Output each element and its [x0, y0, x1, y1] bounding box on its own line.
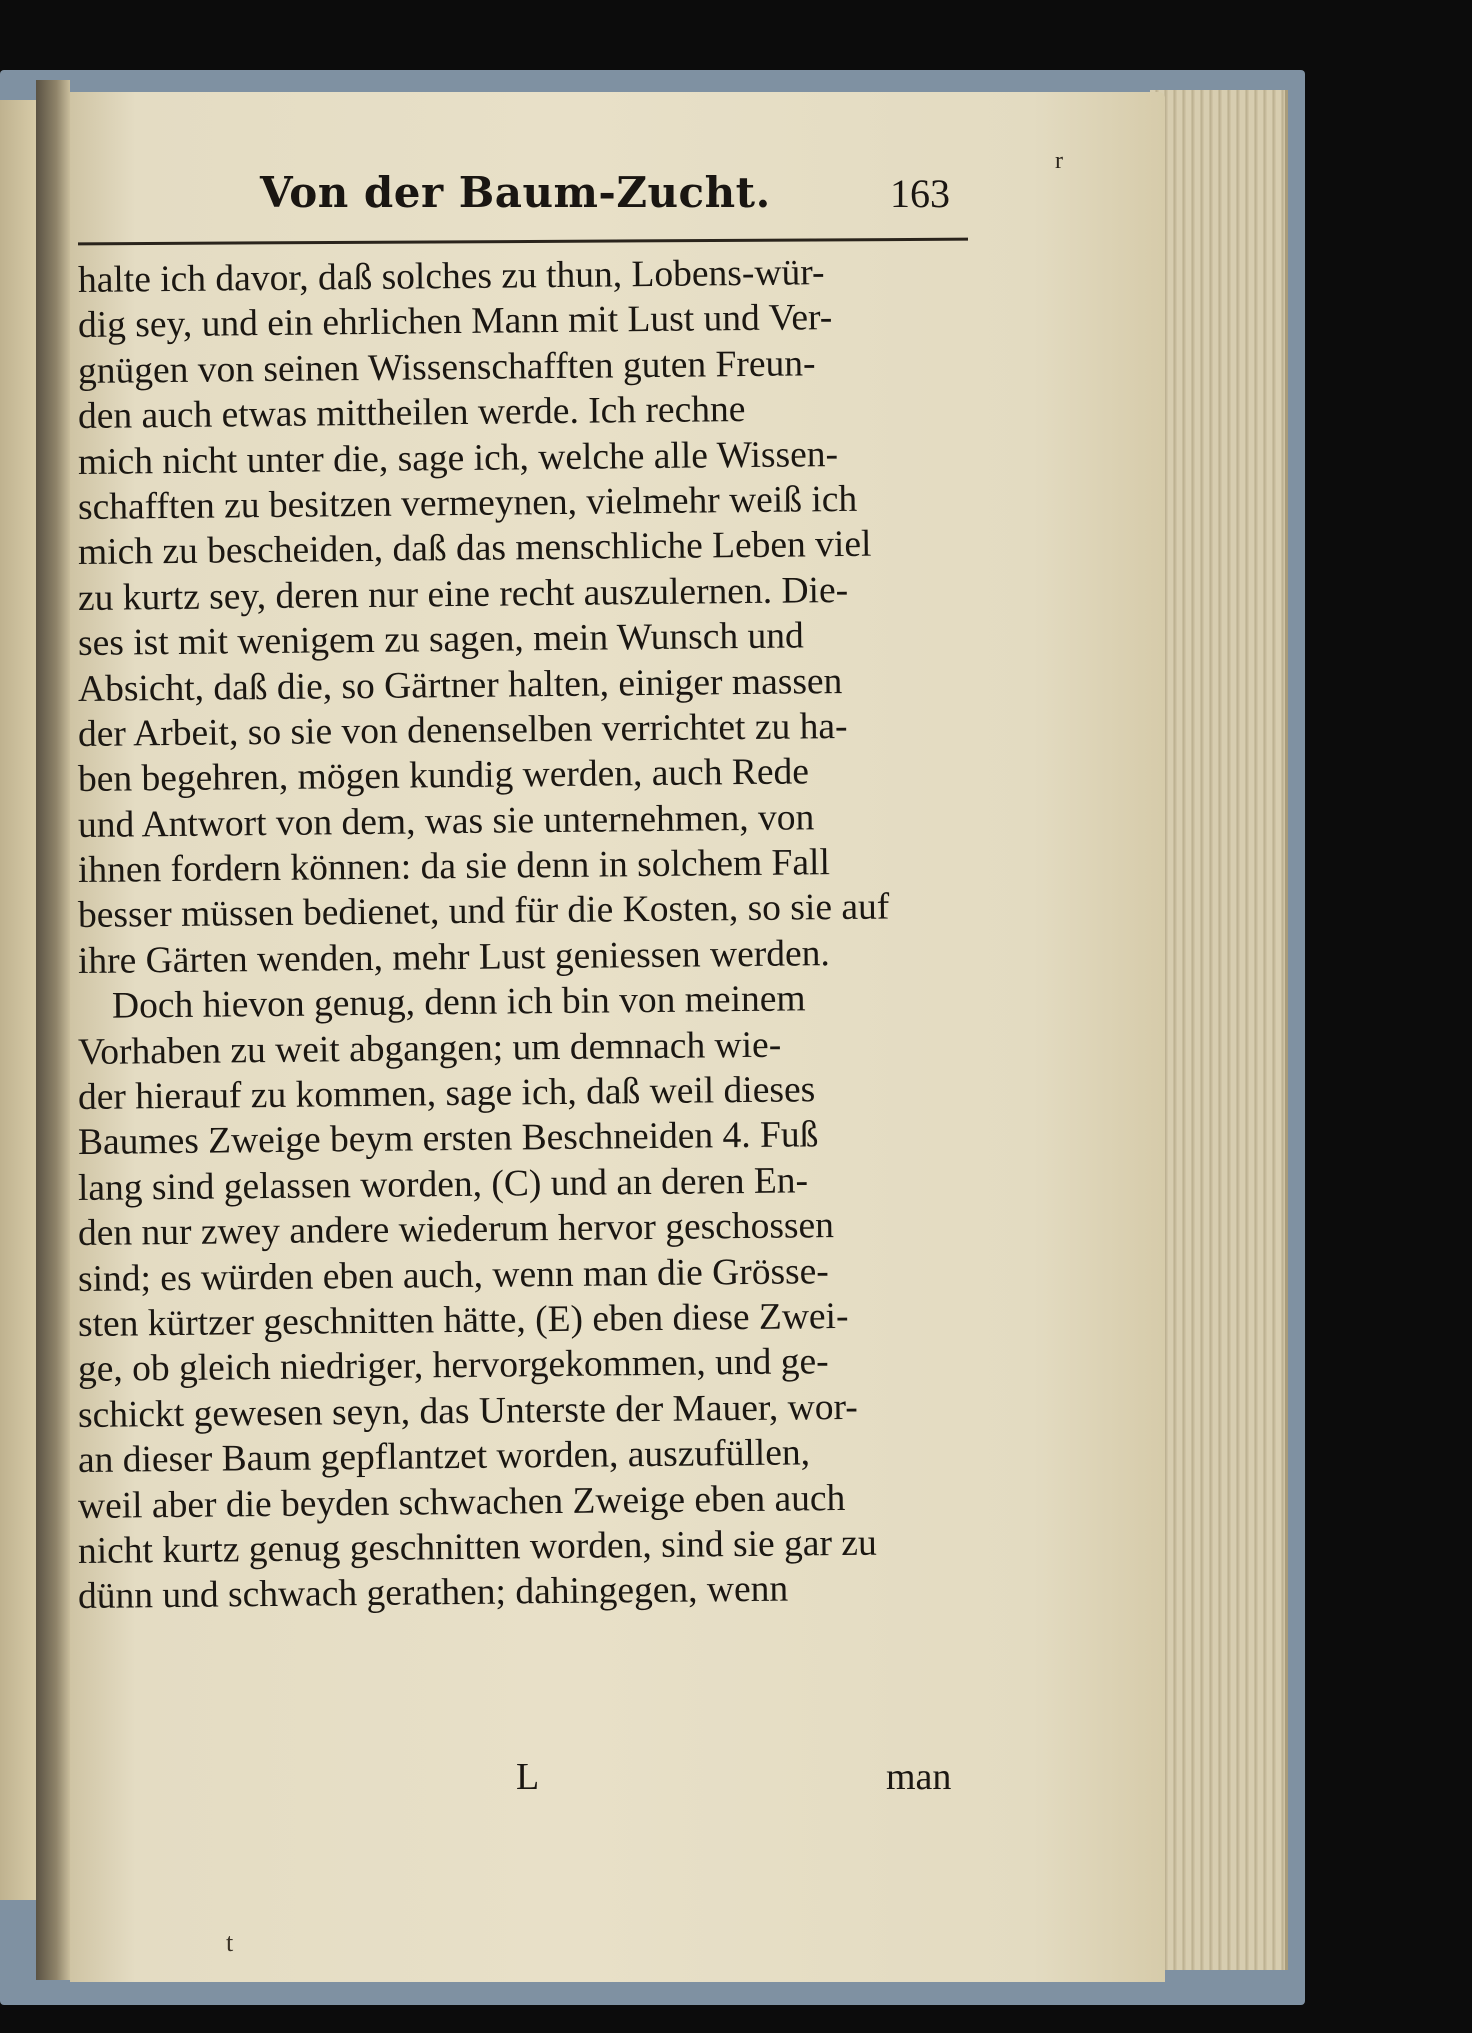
text-line: dünn und schwach gerathen; dahingegen, wenn: [77, 1568, 789, 1618]
text-line: Absicht, daß die, so Gärtner halten, einiger massen: [77, 660, 843, 710]
text-line: der hierauf zu kommen, sage ich, daß weil dieses: [77, 1069, 816, 1119]
text-line: sten kürtzer geschnitten hätte, (E) eben diese Zwei-: [77, 1295, 849, 1345]
edge-mark: r: [1055, 148, 1063, 174]
text-line: halte ich davor, daß solches zu thun, Lobens-wür-: [77, 252, 825, 301]
catchword: man: [886, 1756, 952, 1798]
text-line: lang sind gelassen worden, (C) und an deren En-: [77, 1160, 809, 1209]
body-text: [77, 252, 978, 1620]
text-line: nicht kurtz genug geschnitten worden, sind sie gar zu: [77, 1522, 877, 1572]
text-line: ben begehren, mögen kundig werden, auch Rede: [77, 751, 810, 801]
text-line: den auch etwas mittheilen werde. Ich rechne: [77, 389, 746, 438]
text-line: ihnen fordern können: da sie denn in solchem Fall: [77, 842, 831, 892]
gutter-shadow: [36, 80, 70, 1980]
page-footer: [78, 1755, 978, 1805]
text-line: besser müssen bedienet, und für die Kosten, so sie auf: [77, 886, 890, 937]
text-line: den nur zwey andere wiederum hervor geschossen: [77, 1205, 835, 1255]
running-title: Von der Baum-Zucht.: [260, 168, 771, 217]
signature-mark: L: [516, 1756, 540, 1798]
text-line: der Arbeit, so sie von denenselben verrichtet zu ha-: [77, 705, 848, 755]
text-line: ge, ob gleich niedriger, hervorgekommen, und ge-: [77, 1341, 829, 1391]
text-line: weil aber die beyden schwachen Zweige eben auch: [77, 1477, 846, 1527]
text-line: zu kurtz sey, deren nur eine recht auszulernen. Die-: [77, 569, 849, 619]
text-line: und Antwort von dem, was sie unternehmen, von: [77, 796, 815, 846]
page-number: 163: [890, 171, 950, 216]
margin-mark: t: [226, 1928, 234, 1957]
text-line: dig sey, und ein ehrlichen Mann mit Lust und Ver-: [77, 297, 833, 347]
text-line: mich zu bescheiden, daß das menschliche Leben viel: [77, 524, 872, 574]
text-line: sind; es würden eben auch, wenn man die Grösse-: [77, 1250, 829, 1300]
text-line: mich nicht unter die, sage ich, welche alle Wissen-: [77, 433, 839, 483]
text-line: ihre Gärten wenden, mehr Lust geniessen werden.: [77, 932, 830, 982]
text-line: Vorhaben zu weit abgangen; um demnach wie-: [77, 1024, 782, 1073]
facing-page-edge: [0, 100, 38, 1900]
text-line: an dieser Baum gepflantzet worden, auszufüllen,: [77, 1432, 811, 1482]
text-line: Baumes Zweige beym ersten Beschneiden 4. Fuß: [77, 1114, 819, 1164]
paragraph-start-line: Doch hievon genug, denn ich bin von meinem: [111, 978, 806, 1027]
page-edges: [1150, 90, 1288, 1970]
text-line: gnügen von seinen Wissenschafften guten Freun-: [77, 343, 816, 392]
text-line: ses ist mit wenigem zu sagen, mein Wunsch und: [77, 615, 804, 665]
text-line: schafften zu besitzen vermeynen, vielmehr weiß ich: [77, 478, 858, 528]
text-line: schickt gewesen seyn, das Unterste der Mauer, wor-: [77, 1386, 858, 1436]
page-header: [150, 168, 970, 228]
